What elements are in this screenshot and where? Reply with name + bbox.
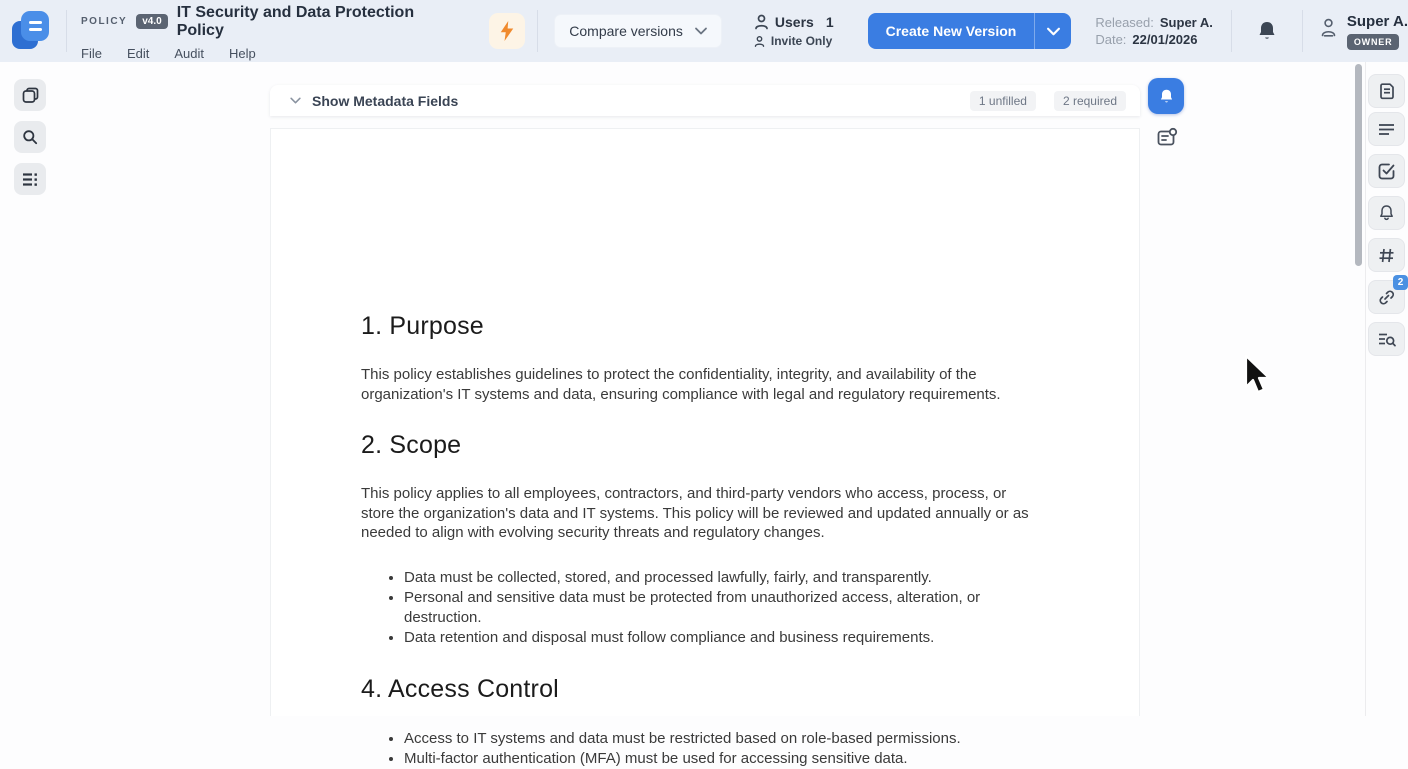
link-icon bbox=[1378, 289, 1395, 306]
links-count-badge: 2 bbox=[1393, 275, 1408, 290]
reminders-button[interactable] bbox=[1148, 78, 1184, 114]
unfilled-badge: 1 unfilled bbox=[970, 91, 1036, 111]
list-item: • Multi-factor authentication (MFA) must be used for accessing sensitive data. bbox=[404, 749, 1039, 769]
document-content bbox=[271, 312, 1139, 769]
quick-actions-button[interactable] bbox=[489, 13, 525, 49]
users-block[interactable] bbox=[754, 14, 834, 48]
notifications-button[interactable] bbox=[1254, 20, 1280, 42]
search-icon bbox=[22, 129, 38, 145]
tags-button[interactable] bbox=[1368, 238, 1405, 272]
chevron-down-icon bbox=[290, 97, 301, 104]
released-value: Super A. bbox=[1159, 15, 1213, 30]
bell-icon bbox=[1159, 88, 1174, 105]
compare-versions-label: Compare versions bbox=[569, 23, 683, 39]
user-icon bbox=[754, 14, 769, 30]
compare-versions-button[interactable] bbox=[554, 14, 722, 48]
lightning-icon bbox=[499, 21, 515, 41]
right-toolbar bbox=[1368, 74, 1405, 356]
section-heading-access-control: 4. Access Control bbox=[361, 674, 559, 703]
menu-file[interactable]: File bbox=[81, 45, 102, 61]
released-label: Released: bbox=[1095, 15, 1154, 30]
purpose-paragraph: This policy establishes guidelines to protect the confidentiality, integrity, and availability of the organization's IT systems and data, ensuring compliance with legal and regulatory requirements. bbox=[361, 366, 1001, 403]
page-title: IT Security and Data Protection Policy bbox=[176, 3, 415, 39]
document-icon bbox=[1379, 83, 1395, 100]
invite-only-label: Invite Only bbox=[770, 34, 833, 48]
scope-paragraph: This policy applies to all employees, contractors, and third-party vendors who access, process, or store the organization's data and IT systems. This policy will be reviewed and updated annually or as needed to align with evolving security threats and regulatory changes. bbox=[361, 485, 1029, 541]
chevron-down-icon bbox=[1047, 27, 1060, 36]
required-badge: 2 required bbox=[1054, 91, 1126, 111]
outline-panel-button[interactable] bbox=[14, 163, 46, 195]
users-count: 1 bbox=[825, 14, 834, 30]
date-label: Date: bbox=[1095, 32, 1127, 47]
create-new-version-button[interactable]: Create New Version bbox=[885, 23, 1017, 39]
list-item: • Personal and sensitive data must be protected from unauthorized access, alteration, or destruction. bbox=[404, 588, 1039, 628]
menu-audit[interactable]: Audit bbox=[174, 45, 204, 61]
search-button[interactable] bbox=[14, 121, 46, 153]
vertical-scrollbar-thumb[interactable] bbox=[1355, 64, 1362, 266]
users-label: Users bbox=[774, 14, 814, 30]
create-new-version-split-button bbox=[868, 13, 1072, 49]
header-divider bbox=[1231, 10, 1232, 52]
access-bullet-list bbox=[361, 729, 1039, 769]
app-header bbox=[0, 0, 1408, 62]
app-logo-icon[interactable] bbox=[12, 11, 50, 51]
left-toolbar bbox=[14, 79, 46, 195]
header-divider bbox=[1302, 10, 1303, 52]
bell-outline-icon bbox=[1378, 204, 1395, 222]
tasks-button[interactable] bbox=[1368, 154, 1405, 188]
create-version-dropdown-button[interactable] bbox=[1035, 13, 1071, 49]
document-info-button[interactable] bbox=[1368, 74, 1405, 108]
account-menu[interactable] bbox=[1319, 13, 1408, 50]
search-in-document-button[interactable] bbox=[1368, 322, 1405, 356]
mouse-cursor bbox=[1243, 355, 1273, 397]
version-badge: v4.0 bbox=[136, 14, 167, 29]
date-value: 22/01/2026 bbox=[1132, 32, 1198, 47]
owner-role-badge: OWNER bbox=[1347, 34, 1400, 50]
menu-bar bbox=[81, 46, 433, 61]
audit-card-icon bbox=[1156, 127, 1178, 149]
show-metadata-label: Show Metadata Fields bbox=[312, 92, 459, 109]
invite-person-icon bbox=[754, 35, 765, 48]
list-search-icon bbox=[1378, 332, 1396, 347]
doc-type-label: POLICY bbox=[81, 16, 128, 27]
scope-bullet-list bbox=[361, 568, 1039, 648]
account-person-icon bbox=[1319, 17, 1338, 38]
table-of-contents-icon bbox=[22, 172, 39, 187]
summary-lines-button[interactable] bbox=[1368, 112, 1405, 146]
document-title-block bbox=[81, 2, 433, 61]
menu-edit[interactable]: Edit bbox=[126, 45, 150, 61]
notifications-panel-button[interactable] bbox=[1368, 196, 1405, 230]
right-rail-divider bbox=[1365, 62, 1366, 716]
text-lines-icon bbox=[1378, 123, 1395, 136]
metadata-bar bbox=[270, 85, 1140, 116]
document-page[interactable] bbox=[270, 128, 1140, 767]
list-item: • Data must be collected, stored, and processed lawfully, fairly, and transparently. bbox=[404, 568, 1039, 588]
account-name: Super A. bbox=[1346, 12, 1408, 30]
header-divider bbox=[537, 10, 538, 52]
checkbox-check-icon bbox=[1378, 163, 1395, 180]
pages-panel-button[interactable] bbox=[14, 79, 46, 111]
section-heading-scope: 2. Scope bbox=[361, 431, 462, 459]
list-item: • Access to IT systems and data must be restricted based on role-based permissions. bbox=[404, 729, 1039, 749]
header-divider bbox=[66, 10, 67, 52]
section-heading-purpose: 1. Purpose bbox=[361, 312, 484, 340]
list-item: • Data retention and disposal must follow compliance and business requirements. bbox=[404, 628, 1039, 648]
chevron-down-icon bbox=[695, 27, 707, 35]
hash-icon bbox=[1379, 248, 1394, 263]
pages-icon bbox=[22, 87, 39, 104]
audit-log-button[interactable] bbox=[1150, 121, 1184, 155]
bell-icon bbox=[1257, 20, 1277, 42]
release-info bbox=[1095, 13, 1213, 49]
menu-help[interactable]: Help bbox=[229, 45, 256, 61]
links-button[interactable] bbox=[1368, 277, 1405, 314]
show-metadata-toggle[interactable] bbox=[290, 93, 458, 109]
